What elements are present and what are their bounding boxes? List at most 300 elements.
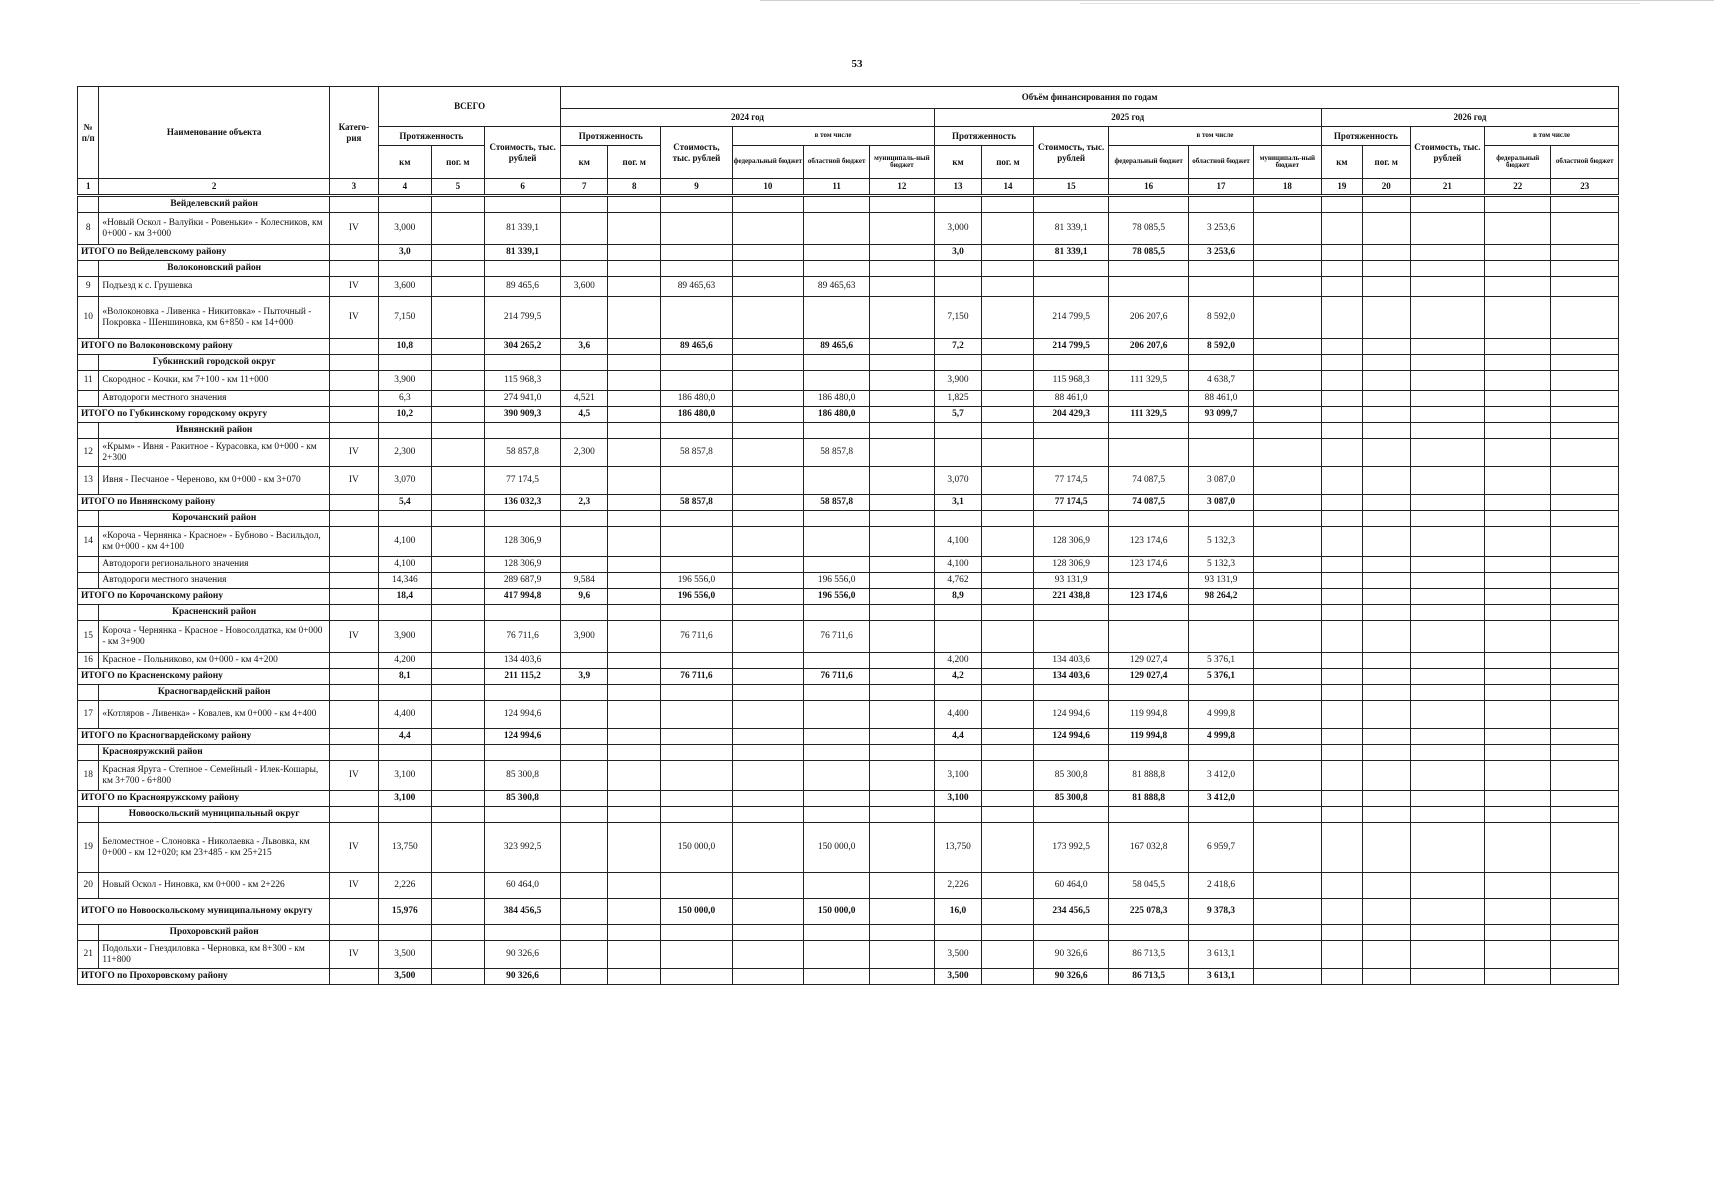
value-cell xyxy=(1321,297,1362,339)
value-cell xyxy=(732,791,803,807)
empty-cell xyxy=(1108,196,1189,213)
empty-cell xyxy=(484,685,560,701)
value-cell xyxy=(804,791,870,807)
empty-cell xyxy=(732,261,803,277)
value-cell xyxy=(1321,761,1362,791)
value-cell xyxy=(608,761,661,791)
value-cell xyxy=(732,495,803,511)
district-name: Красненский район xyxy=(99,605,329,621)
header-municipal-2025: муниципаль-ный бюджет xyxy=(1253,146,1321,179)
empty-cell xyxy=(1485,685,1551,701)
empty-cell xyxy=(1034,807,1108,823)
value-cell xyxy=(608,701,661,729)
value-cell xyxy=(1485,941,1551,969)
empty-cell xyxy=(1189,605,1253,621)
value-cell xyxy=(1321,941,1362,969)
empty-cell xyxy=(1253,511,1321,527)
value-cell: 5 376,1 xyxy=(1189,653,1253,669)
value-cell: 214 799,5 xyxy=(1034,297,1108,339)
row-number: 20 xyxy=(78,873,99,899)
value-cell xyxy=(1410,621,1484,653)
value-cell: 3,500 xyxy=(934,941,982,969)
empty-cell xyxy=(1108,355,1189,371)
district-name: Красногвардейский район xyxy=(99,685,329,701)
empty-cell xyxy=(1551,807,1619,823)
empty-cell xyxy=(870,355,934,371)
value-cell: 8,9 xyxy=(934,589,982,605)
empty-cell xyxy=(561,261,608,277)
value-cell: 214 799,5 xyxy=(1034,339,1108,355)
value-cell xyxy=(1321,391,1362,407)
empty-cell xyxy=(431,605,484,621)
empty-cell xyxy=(1034,745,1108,761)
district-header-row xyxy=(78,511,1619,527)
value-cell xyxy=(732,669,803,685)
value-cell xyxy=(1410,245,1484,261)
empty-cell xyxy=(608,807,661,823)
value-cell: 3 613,1 xyxy=(1189,969,1253,985)
category-cell: IV xyxy=(329,823,378,873)
value-cell xyxy=(1108,391,1189,407)
district-header-row xyxy=(78,745,1619,761)
value-cell xyxy=(1362,761,1410,791)
value-cell: 4,200 xyxy=(378,653,431,669)
value-cell: 81 339,1 xyxy=(1034,213,1108,245)
value-cell: 3 412,0 xyxy=(1189,761,1253,791)
empty-cell xyxy=(982,511,1034,527)
value-cell: 93 131,9 xyxy=(1034,573,1108,589)
empty-cell xyxy=(1362,355,1410,371)
value-cell xyxy=(1362,729,1410,745)
category-cell: IV xyxy=(329,941,378,969)
category-cell: IV xyxy=(329,467,378,495)
empty-cell xyxy=(78,423,99,439)
empty-cell xyxy=(661,605,732,621)
value-cell: 3,500 xyxy=(378,969,431,985)
value-cell: 3,900 xyxy=(378,371,431,391)
district-name: Ивнянский район xyxy=(99,423,329,439)
row-number: 17 xyxy=(78,701,99,729)
value-cell xyxy=(1485,969,1551,985)
value-cell xyxy=(1410,527,1484,557)
value-cell xyxy=(1321,527,1362,557)
value-cell xyxy=(1410,969,1484,985)
value-cell xyxy=(870,729,934,745)
value-cell xyxy=(1253,823,1321,873)
value-cell xyxy=(1253,899,1321,925)
value-cell xyxy=(1551,371,1619,391)
empty-cell xyxy=(661,745,732,761)
value-cell xyxy=(1485,761,1551,791)
empty-cell xyxy=(1034,423,1108,439)
value-cell xyxy=(1410,557,1484,573)
value-cell xyxy=(1253,761,1321,791)
value-cell: 128 306,9 xyxy=(1034,527,1108,557)
header-category: Катего-рия xyxy=(329,87,378,179)
category-cell: IV xyxy=(329,213,378,245)
value-cell xyxy=(870,969,934,985)
value-cell: 85 300,8 xyxy=(1034,761,1108,791)
empty-cell xyxy=(561,745,608,761)
value-cell: 58 045,5 xyxy=(1108,873,1189,899)
empty-cell xyxy=(1485,605,1551,621)
empty-cell xyxy=(661,196,732,213)
value-cell: 81 888,8 xyxy=(1108,761,1189,791)
empty-cell xyxy=(1321,745,1362,761)
value-cell xyxy=(1321,467,1362,495)
row-number: 13 xyxy=(78,467,99,495)
value-cell xyxy=(732,701,803,729)
value-cell xyxy=(982,589,1034,605)
empty-cell xyxy=(804,925,870,941)
value-cell xyxy=(1321,277,1362,297)
value-cell: 81 339,1 xyxy=(484,245,560,261)
page-number: 53 xyxy=(851,58,863,70)
value-cell xyxy=(431,391,484,407)
row-number: 19 xyxy=(78,823,99,873)
value-cell: 167 032,8 xyxy=(1108,823,1189,873)
empty-cell xyxy=(732,423,803,439)
empty-cell xyxy=(329,925,378,941)
value-cell: 134 403,6 xyxy=(484,653,560,669)
empty-cell xyxy=(934,511,982,527)
value-cell xyxy=(732,297,803,339)
header-regional-2025: областной бюджет xyxy=(1189,146,1253,179)
value-cell: 123 174,6 xyxy=(1108,557,1189,573)
value-cell: 5,7 xyxy=(934,407,982,423)
empty-cell xyxy=(78,807,99,823)
value-cell: 4,2 xyxy=(934,669,982,685)
value-cell: 124 994,6 xyxy=(1034,729,1108,745)
district-name: Новооскольский муниципальный округ xyxy=(99,807,329,823)
empty-cell xyxy=(329,423,378,439)
empty-cell xyxy=(484,925,560,941)
district-header-row xyxy=(78,261,1619,277)
value-cell: 74 087,5 xyxy=(1108,467,1189,495)
empty-cell xyxy=(561,423,608,439)
road-type-label: Автодороги регионального значения xyxy=(99,557,329,573)
category-cell xyxy=(329,899,378,925)
empty-cell xyxy=(804,685,870,701)
total-label: ИТОГО по Корочанскому району xyxy=(78,589,330,605)
value-cell xyxy=(1253,653,1321,669)
empty-cell xyxy=(732,511,803,527)
empty-cell xyxy=(982,745,1034,761)
value-cell: 2,3 xyxy=(561,495,608,511)
empty-cell xyxy=(1485,423,1551,439)
value-cell: 3,600 xyxy=(561,277,608,297)
value-cell xyxy=(1410,391,1484,407)
value-cell xyxy=(1410,589,1484,605)
header-pog-m-2025: пог. м xyxy=(982,146,1034,179)
value-cell xyxy=(982,791,1034,807)
value-cell: 115 968,3 xyxy=(1034,371,1108,391)
district-name: Краснояружский район xyxy=(99,745,329,761)
value-cell xyxy=(870,277,934,297)
table-row xyxy=(78,823,1619,873)
value-cell xyxy=(1485,495,1551,511)
value-cell xyxy=(561,527,608,557)
value-cell xyxy=(1253,297,1321,339)
column-number: 1 xyxy=(78,179,99,196)
empty-cell xyxy=(1551,605,1619,621)
value-cell xyxy=(608,729,661,745)
row-number: 14 xyxy=(78,527,99,557)
value-cell xyxy=(1410,941,1484,969)
value-cell xyxy=(732,761,803,791)
object-name: «Котляров - Ливенка» - Ковалев, км 0+000 - км 4+400 xyxy=(99,701,329,729)
empty-cell xyxy=(78,511,99,527)
value-cell xyxy=(1321,791,1362,807)
empty-cell xyxy=(934,355,982,371)
district-header-row xyxy=(78,355,1619,371)
value-cell xyxy=(1253,573,1321,589)
empty-cell xyxy=(1108,745,1189,761)
value-cell xyxy=(1551,729,1619,745)
empty-cell xyxy=(1189,745,1253,761)
empty-cell xyxy=(561,511,608,527)
value-cell xyxy=(1321,899,1362,925)
value-cell xyxy=(1034,439,1108,467)
value-cell: 77 174,5 xyxy=(484,467,560,495)
empty-cell xyxy=(78,685,99,701)
empty-cell xyxy=(661,685,732,701)
empty-cell xyxy=(1321,807,1362,823)
column-number: 12 xyxy=(870,179,934,196)
value-cell xyxy=(661,969,732,985)
value-cell: 3 087,0 xyxy=(1189,467,1253,495)
value-cell xyxy=(1362,339,1410,355)
value-cell xyxy=(870,701,934,729)
value-cell xyxy=(1551,297,1619,339)
empty-cell xyxy=(431,511,484,527)
value-cell xyxy=(982,467,1034,495)
value-cell: 124 994,6 xyxy=(1034,701,1108,729)
total-label: ИТОГО по Губкинскому городскому округу xyxy=(78,407,330,423)
value-cell xyxy=(1321,823,1362,873)
value-cell: 150 000,0 xyxy=(804,899,870,925)
value-cell xyxy=(1485,669,1551,685)
value-cell xyxy=(732,729,803,745)
value-cell xyxy=(1321,407,1362,423)
column-number: 19 xyxy=(1321,179,1362,196)
value-cell xyxy=(1410,701,1484,729)
empty-cell xyxy=(608,685,661,701)
column-number: 23 xyxy=(1551,179,1619,196)
column-number: 21 xyxy=(1410,179,1484,196)
column-number-row xyxy=(78,179,1619,196)
value-cell xyxy=(1362,391,1410,407)
value-cell: 3,070 xyxy=(934,467,982,495)
value-cell: 4 999,8 xyxy=(1189,729,1253,745)
empty-cell xyxy=(431,745,484,761)
value-cell xyxy=(1362,297,1410,339)
value-cell xyxy=(1551,969,1619,985)
district-name: Волоконовский район xyxy=(99,261,329,277)
object-name: Скороднос - Кочки, км 7+100 - км 11+000 xyxy=(99,371,329,391)
value-cell: 90 326,6 xyxy=(484,941,560,969)
value-cell xyxy=(1321,213,1362,245)
value-cell xyxy=(1362,527,1410,557)
value-cell: 58 857,8 xyxy=(804,495,870,511)
empty-cell xyxy=(1034,925,1108,941)
value-cell xyxy=(732,873,803,899)
value-cell xyxy=(1321,669,1362,685)
object-name: Подъезд к с. Грушевка xyxy=(99,277,329,297)
value-cell: 225 078,3 xyxy=(1108,899,1189,925)
value-cell xyxy=(870,439,934,467)
value-cell: 124 994,6 xyxy=(484,701,560,729)
value-cell: 5 376,1 xyxy=(1189,669,1253,685)
table-row xyxy=(78,213,1619,245)
value-cell xyxy=(732,589,803,605)
category-cell xyxy=(329,245,378,261)
empty-cell xyxy=(378,511,431,527)
header-length-2025: Протяженность xyxy=(934,127,1034,146)
value-cell xyxy=(1362,791,1410,807)
empty-cell xyxy=(1485,261,1551,277)
value-cell xyxy=(982,941,1034,969)
value-cell: 3,900 xyxy=(561,621,608,653)
value-cell xyxy=(661,653,732,669)
value-cell xyxy=(1253,495,1321,511)
value-cell: 4,100 xyxy=(934,557,982,573)
value-cell xyxy=(561,297,608,339)
empty-cell xyxy=(1551,511,1619,527)
empty-cell xyxy=(1362,605,1410,621)
value-cell xyxy=(561,653,608,669)
value-cell xyxy=(804,761,870,791)
value-cell xyxy=(1362,621,1410,653)
value-cell: 4,100 xyxy=(378,557,431,573)
empty-cell xyxy=(329,745,378,761)
road-subtotal-row xyxy=(78,557,1619,573)
empty-cell xyxy=(1362,196,1410,213)
empty-cell xyxy=(329,355,378,371)
header-km-2026: км xyxy=(1321,146,1362,179)
value-cell: 2 418,6 xyxy=(1189,873,1253,899)
value-cell xyxy=(870,621,934,653)
value-cell xyxy=(1253,621,1321,653)
empty-cell xyxy=(1551,685,1619,701)
value-cell xyxy=(804,701,870,729)
value-cell xyxy=(1551,213,1619,245)
value-cell: 150 000,0 xyxy=(661,899,732,925)
empty-cell xyxy=(1551,196,1619,213)
value-cell xyxy=(1321,653,1362,669)
value-cell: 10,8 xyxy=(378,339,431,355)
value-cell: 81 339,1 xyxy=(1034,245,1108,261)
header-km-2025: км xyxy=(934,146,982,179)
total-label: ИТОГО по Ивнянскому району xyxy=(78,495,330,511)
value-cell: 2,226 xyxy=(934,873,982,899)
district-total-row xyxy=(78,729,1619,745)
empty-cell xyxy=(1253,261,1321,277)
value-cell xyxy=(1410,467,1484,495)
table-row xyxy=(78,653,1619,669)
empty-cell xyxy=(870,745,934,761)
header-regional-2026: областной бюджет xyxy=(1551,146,1619,179)
header-year-2026: 2026 год xyxy=(1321,109,1618,127)
value-cell: 3,0 xyxy=(934,245,982,261)
empty-cell xyxy=(1321,355,1362,371)
district-header-row xyxy=(78,196,1619,213)
empty-cell xyxy=(608,261,661,277)
value-cell: 2,226 xyxy=(378,873,431,899)
district-name: Губкинский городской округ xyxy=(99,355,329,371)
header-year-2024: 2024 год xyxy=(561,109,934,127)
value-cell xyxy=(982,277,1034,297)
value-cell: 76 711,6 xyxy=(661,621,732,653)
value-cell xyxy=(1321,729,1362,745)
header-pog-m-2024: пог. м xyxy=(608,146,661,179)
column-number: 7 xyxy=(561,179,608,196)
empty-cell xyxy=(1410,807,1484,823)
empty-cell xyxy=(329,807,378,823)
value-cell xyxy=(608,969,661,985)
empty-cell xyxy=(934,196,982,213)
header-federal-2025: федеральный бюджет xyxy=(1108,146,1189,179)
column-number: 10 xyxy=(732,179,803,196)
value-cell: 85 300,8 xyxy=(1034,791,1108,807)
empty-cell xyxy=(982,685,1034,701)
value-cell xyxy=(1485,791,1551,807)
value-cell xyxy=(982,439,1034,467)
value-cell xyxy=(870,669,934,685)
column-number: 4 xyxy=(378,179,431,196)
value-cell xyxy=(804,297,870,339)
value-cell xyxy=(561,467,608,495)
empty-cell xyxy=(1551,355,1619,371)
value-cell xyxy=(870,589,934,605)
value-cell: 93 131,9 xyxy=(1189,573,1253,589)
value-cell xyxy=(431,653,484,669)
header-including-2024: в том числе xyxy=(732,127,934,146)
empty-cell xyxy=(1410,605,1484,621)
value-cell: 124 994,6 xyxy=(484,729,560,745)
empty-cell xyxy=(1108,261,1189,277)
empty-cell xyxy=(1410,423,1484,439)
value-cell xyxy=(561,791,608,807)
empty-cell xyxy=(378,925,431,941)
empty-cell xyxy=(1034,355,1108,371)
value-cell xyxy=(561,701,608,729)
object-name: Красная Яруга - Степное - Семейный - Илек-Кошары, км 3+700 - 6+800 xyxy=(99,761,329,791)
value-cell xyxy=(661,557,732,573)
object-name: Новый Оскол - Ниновка, км 0+000 - км 2+226 xyxy=(99,873,329,899)
empty-cell xyxy=(431,807,484,823)
empty-cell xyxy=(1321,685,1362,701)
value-cell xyxy=(1410,669,1484,685)
value-cell: 76 711,6 xyxy=(804,621,870,653)
value-cell xyxy=(1321,439,1362,467)
district-total-row xyxy=(78,791,1619,807)
empty-cell xyxy=(934,807,982,823)
table-row xyxy=(78,371,1619,391)
empty-cell xyxy=(484,605,560,621)
category-cell xyxy=(329,391,378,407)
value-cell xyxy=(1253,941,1321,969)
value-cell xyxy=(732,899,803,925)
value-cell xyxy=(982,729,1034,745)
header-length: Протяженность xyxy=(378,127,484,146)
empty-cell xyxy=(378,685,431,701)
value-cell xyxy=(1253,557,1321,573)
value-cell: 90 326,6 xyxy=(484,969,560,985)
value-cell xyxy=(561,729,608,745)
value-cell xyxy=(608,669,661,685)
value-cell xyxy=(1410,873,1484,899)
